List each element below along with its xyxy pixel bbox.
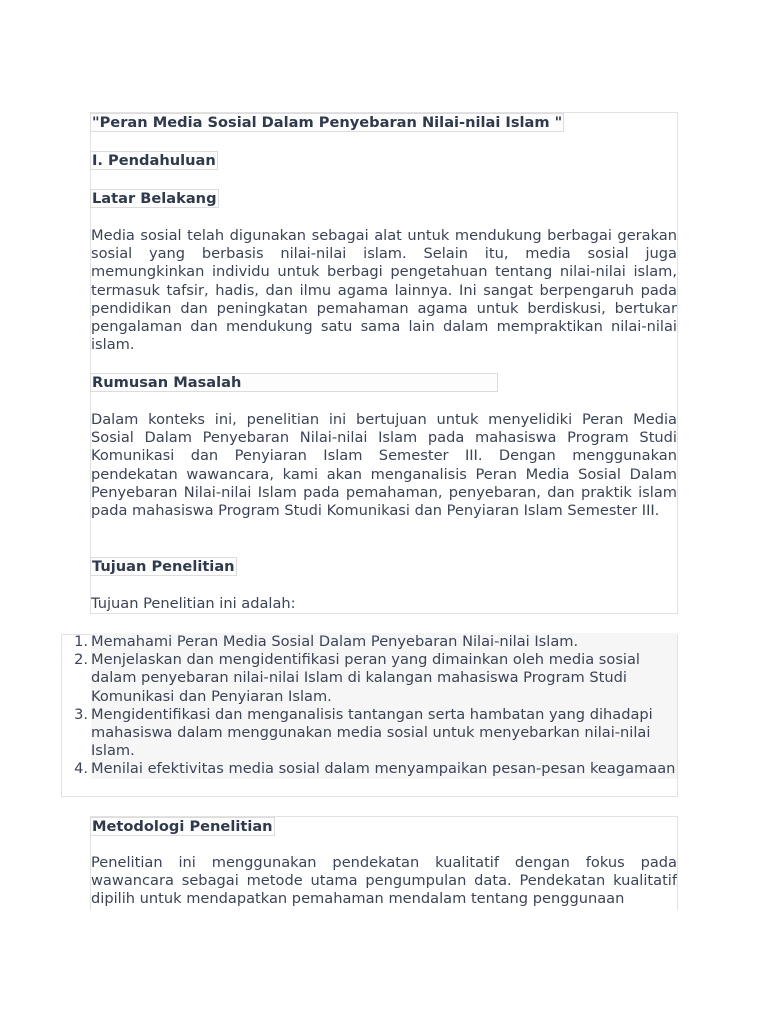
paragraph-metodologi: Penelitian ini menggunakan pendekatan kualitatif dengan fokus pada wawancara sebagai metode utama pengumpulan data. Pendekatan kualitatif dipilih untuk mendapatkan pemahaman mendalam tentang penggunaan [91, 854, 677, 908]
tujuan-list [74, 633, 677, 779]
content-frame-intro [90, 112, 678, 614]
paragraph-latar-belakang: Media sosial telah digunakan sebagai alat untuk mendukung berbagai gerakan sosial yang berbasis nilai-nilai islam. Selain itu, media sosial juga memungkinkan individu untuk berbagi pengetahuan tentang nilai-nilai islam, termasuk tafsir, hadis, dan ilmu agama lainnya. Ini sangat berpengaruh pada pendidikan dan peningkatan pemahaman agama untuk berdiskusi, bertukar pengalaman dan mendukung satu sama lain dalam mempraktikan nilai-nilai islam. [91, 227, 677, 354]
paragraph-rumusan-masalah: Dalam konteks ini, penelitian ini bertujuan untuk menyelidiki Peran Media Sosial Dalam Penyebaran Nilai-nilai Islam pada mahasiswa Program Studi Komunikasi dan Penyiaran Islam Semester III. Dengan menggunakan pendekatan wawancara, kami akan menganalisis Peran Media Sosial Dalam Penyebaran Nilai-nilai Islam pada pemahaman, penyebaran, dan praktik islam pada mahasiswa Program Studi Komunikasi dan Penyiaran Islam Semester III. [91, 411, 677, 520]
list-item [74, 760, 677, 778]
list-item-number: 3. [74, 705, 88, 723]
list-item [74, 705, 677, 761]
list-item-number: 4. [74, 760, 88, 778]
document-title: "Peran Media Sosial Dalam Penyebaran Nilai-nilai Islam " [92, 114, 563, 131]
list-item [74, 633, 677, 651]
subheading-metodologi-penelitian: Metodologi Penelitian [92, 818, 273, 835]
list-item-number: 1. [74, 633, 88, 650]
list-item-number: 2. [74, 651, 88, 669]
subheading-latar-belakang: Latar Belakang [92, 190, 217, 207]
list-item-text: Menilai efektivitas media sosial dalam menyampaikan pesan-pesan keagamaan [91, 760, 676, 778]
tujuan-intro-text: Tujuan Penelitian ini adalah: [91, 595, 296, 612]
list-item-text: Mengidentifikasi dan menganalisis tantangan serta hambatan yang dihadapi mahasiswa dalam menggunakan media sosial untuk menyebarkan nilai-nilai Islam. [91, 706, 677, 761]
subheading-rumusan-masalah: Rumusan Masalah [90, 373, 498, 392]
list-item [74, 651, 677, 706]
subheading-tujuan-penelitian: Tujuan Penelitian [92, 558, 235, 575]
list-item-text: Menjelaskan dan mengidentifikasi peran yang dimainkan oleh media sosial dalam penyebaran nilai-nilai Islam di kalangan mahasiswa Program Studi Komunikasi dan Penyiaran Islam. [91, 651, 677, 706]
section-heading-pendahuluan: I. Pendahuluan [92, 152, 216, 169]
list-item-text: Memahami Peran Media Sosial Dalam Penyebaran Nilai-nilai Islam. [91, 633, 677, 651]
